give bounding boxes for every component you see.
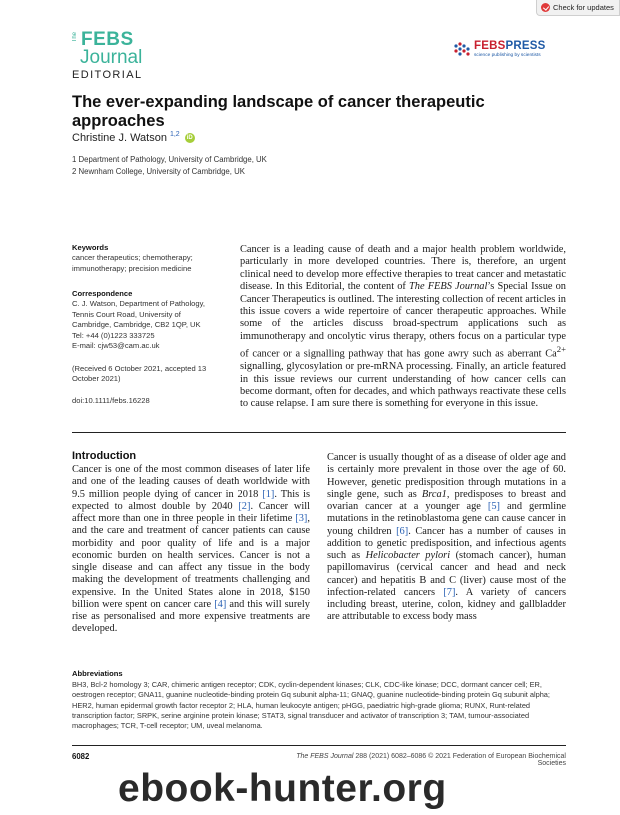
watermark: ebook-hunter.org <box>118 767 447 810</box>
journal-logo-name: FEBS <box>81 29 134 50</box>
orcid-icon[interactable]: iD <box>186 135 193 141</box>
febs-journal-logo <box>72 29 143 68</box>
febs-press-icon <box>452 40 472 60</box>
received-dates: (Received 6 October 2021, accepted 13 October 2021) <box>72 364 207 384</box>
author-affiliation-marks[interactable]: 1,2 <box>169 130 180 138</box>
correspondence-email[interactable]: E-mail: cjw53@cam.ac.uk <box>72 341 160 351</box>
body-column-right: Cancer is usually thought of as a disease of older age and is certainly more prevalent in those over the age of 60. However, genetic predisposition through mutations in a single gene, such as Brca1, predisposes to breast and ovarian cancer at a younger age [5] and germline mutations in the retinoblastoma gene can cause cancer in young children [6]. Cancer has a number of causes in addition to genetic predisposition, and infectious agents such as Helicobacter pylori (stomach cancer), human papillomavirus (cervical cancer and head and neck cancer) and hepatitis B and C (liver) cause most of the infection-related cancers [7]. A variety of cancers including breast, uterine, colon, kidney and gallbladder are attributable to excess body mass <box>327 452 567 623</box>
reference-link[interactable]: [6] <box>396 525 409 537</box>
affiliation-2: 2 Newnham College, University of Cambridge, UK <box>72 167 245 176</box>
journal-logo-the: The <box>72 32 78 43</box>
keywords-heading: Keywords <box>72 243 109 252</box>
author-name[interactable]: Christine J. Watson <box>72 132 167 144</box>
introduction-heading: Introduction <box>72 450 137 462</box>
reference-link[interactable]: [3] <box>295 513 308 524</box>
press-tagline: science publishing by scientists <box>474 53 541 58</box>
journal-logo-sub: Journal <box>80 47 143 68</box>
footer-citation: The FEBS Journal 288 (2021) 6082–6086 © 2021 Federation of European Biochemical Societies <box>296 753 566 767</box>
press-name: FEBSPRESS <box>474 40 546 52</box>
page-number: 6082 <box>72 752 90 761</box>
correspondence-line: Tel: +44 (0)1223 333725 <box>72 330 155 340</box>
body-column-left: Cancer is one of the most common diseases of later life and one of the leading causes of death worldwide with 9.5 million people dying of cancer in 2018 [1]. This is expected to almost double by 2040 [2]. Cancer will affect more than one in three people in their lifetime [3], and the care and treatment of cancer patients can cause morbidity and poor quality of life and is a major economic burden on health services. Cancer is not a single disease and can affect any tissue in the body making the development of treatments challenging and expensive. In the United States alone in 2018, $150 billion were spent on cancer care [4] and this will surely rise as personalised and more expensive treatments are developed. <box>72 464 310 635</box>
journal-name-italic: The FEBS Journal <box>409 281 488 293</box>
reference-link[interactable]: [5] <box>487 501 501 512</box>
abbreviations-text: BH3, Bcl-2 homology 3; CAR, chimeric antigen receptor; CDK, cyclin-dependent kinases; CLK, CDC-like kinase; DCC, dormant cancer cell; ER, oestrogen receptor; GNA11, guanine nucleotide-binding protein Gq subunit alpha-11; GNAQ, guanine nucleotide-binding protein Gq subunit alpha; HER2, human epidermal growth factor receptor 2; HLA, human leukocyte antigen; pHGG, paediatric high-grade glioma; RUNX, Runt-related transcription factor; SRPK, serine arginine protein kinase; STAT3, signal transducer and activator of transcription 3; TAM, tumour-associated macrophages; TCR, T-cell receptor; UM, uveal melanoma. <box>72 680 550 731</box>
check-icon <box>541 3 550 12</box>
divider <box>72 432 566 433</box>
correspondence-line: Tennis Court Road, University of <box>72 309 181 319</box>
footer-divider <box>72 745 566 746</box>
febs-press-logo <box>452 38 564 62</box>
reference-link[interactable]: [2] <box>238 500 251 512</box>
check-for-updates-label: Check for updates <box>553 3 614 12</box>
check-for-updates-button[interactable] <box>536 0 620 16</box>
reference-link[interactable]: [1] <box>262 488 275 500</box>
doi-link[interactable]: doi:10.1111/febs.16228 <box>72 396 150 405</box>
article-title: The ever-expanding landscape of cancer therapeutic approaches <box>72 93 485 130</box>
section-label: EDITORIAL <box>72 69 143 81</box>
reference-link[interactable]: [4] <box>214 598 227 610</box>
abbreviations-heading: Abbreviations <box>72 669 123 678</box>
keywords-block <box>72 243 232 274</box>
author-line <box>72 132 195 144</box>
reference-link[interactable]: [7] <box>443 586 456 598</box>
abstract: Cancer is a leading cause of death and a major health problem worldwide, particularly in more developed countries. There is, therefore, an urgent clinical need to develop more effective therapies to treat cancer and metastatic disease. In this Editorial, the content of The FEBS Journal’s Special Issue on Cancer Therapeutics is outlined. The interesting collection of recent articles in this issue covers a wide repertoire of cancer therapeutic approaches. While some of the articles discuss broad-spectrum applications such as immunotherapy and oncolytic virus therapy, others focus on a particular type of cancer or a signalling pathway that has gone awry such as aberrant $Ca^{2+}$ signalling, glycosylation or pre-mRNA processing. Finally, an article featured in this issue reviews our current understanding of how cancer cells can become dormant, often for decades, and which pathways reactivate these cells to cause relapse. I am sure there is something for everyone in this issue. <box>240 244 567 410</box>
affiliation-1: 1 Department of Pathology, University of Cambridge, UK <box>72 155 267 164</box>
correspondence-block <box>72 289 232 351</box>
keywords-text: cancer therapeutics; chemotherapy; immunotherapy; precision medicine <box>72 253 193 273</box>
correspondence-line: C. J. Watson, Department of Pathology, <box>72 299 205 309</box>
correspondence-line: Cambridge, Cambridge, CB2 1QP, UK <box>72 320 201 330</box>
correspondence-heading: Correspondence <box>72 289 133 298</box>
